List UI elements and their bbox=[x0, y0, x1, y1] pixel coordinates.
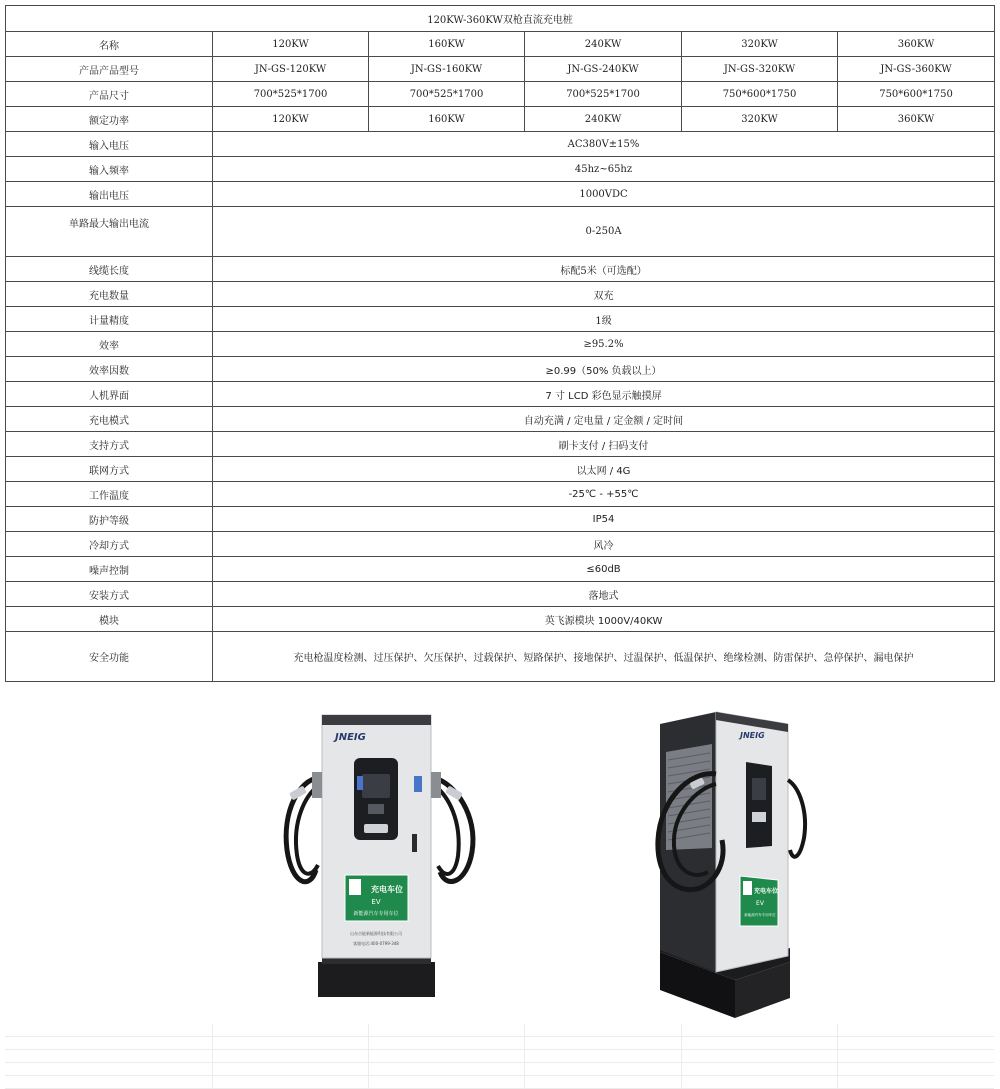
model-cell: JN-GS-360KW bbox=[838, 57, 995, 82]
row-label: 计量精度 bbox=[6, 307, 213, 332]
empty-grid-row bbox=[5, 1076, 994, 1089]
row-label: 输出电压 bbox=[6, 182, 213, 207]
spec-row bbox=[6, 282, 995, 307]
spec-row bbox=[6, 457, 995, 482]
spec-table bbox=[5, 5, 995, 682]
model-row bbox=[6, 57, 995, 82]
spec-value: 刷卡支付 / 扫码支付 bbox=[213, 432, 995, 457]
parking-sign-front bbox=[345, 875, 408, 921]
row-label: 模块 bbox=[6, 607, 213, 632]
spec-value: 落地式 bbox=[213, 582, 995, 607]
spec-value: AC380V±15% bbox=[213, 132, 995, 157]
row-label: 产品产品型号 bbox=[6, 57, 213, 82]
model-cell: JN-GS-160KW bbox=[369, 57, 525, 82]
charger-illustration bbox=[0, 700, 1000, 1020]
spec-row bbox=[6, 532, 995, 557]
spec-value: ≥95.2% bbox=[213, 332, 995, 357]
table-title: 120KW-360KW双枪直流充电桩 bbox=[6, 6, 995, 32]
row-label: 安全功能 bbox=[6, 632, 213, 682]
model-cell: 750*600*1750 bbox=[682, 82, 838, 107]
empty-grid-row bbox=[5, 1024, 994, 1037]
model-cell: 750*600*1750 bbox=[838, 82, 995, 107]
model-cell: 320KW bbox=[682, 32, 838, 57]
model-cell: 700*525*1700 bbox=[213, 82, 369, 107]
row-label: 效率 bbox=[6, 332, 213, 357]
model-cell: 700*525*1700 bbox=[525, 82, 682, 107]
model-rows bbox=[6, 32, 995, 132]
spec-value: 45hz~65hz bbox=[213, 157, 995, 182]
model-row bbox=[6, 107, 995, 132]
model-cell: 240KW bbox=[525, 107, 682, 132]
spec-row bbox=[6, 432, 995, 457]
row-label: 充电模式 bbox=[6, 407, 213, 432]
spec-value: 标配5米（可选配） bbox=[213, 257, 995, 282]
spec-value: 1000VDC bbox=[213, 182, 995, 207]
spec-value: 自动充满 / 定电量 / 定金额 / 定时间 bbox=[213, 407, 995, 432]
model-cell: JN-GS-320KW bbox=[682, 57, 838, 82]
spec-value: 双充 bbox=[213, 282, 995, 307]
spec-value: 以太网 / 4G bbox=[213, 457, 995, 482]
spec-row bbox=[6, 307, 995, 332]
spec-row bbox=[6, 382, 995, 407]
spec-row bbox=[6, 157, 995, 182]
model-cell: 120KW bbox=[213, 107, 369, 132]
row-label: 噪声控制 bbox=[6, 557, 213, 582]
sign-title: 充电车位 bbox=[371, 885, 403, 894]
sign-ev-angled: EV bbox=[756, 900, 764, 907]
spec-value: 风冷 bbox=[213, 532, 995, 557]
parking-sign-angled bbox=[740, 876, 778, 926]
spec-value: -25℃ - +55℃ bbox=[213, 482, 995, 507]
model-cell: 160KW bbox=[369, 32, 525, 57]
model-cell: 120KW bbox=[213, 32, 369, 57]
empty-grid-row bbox=[5, 1050, 994, 1063]
charger-angled-view bbox=[658, 712, 805, 1018]
empty-spreadsheet-rows bbox=[5, 1024, 994, 1089]
model-cell: 360KW bbox=[838, 32, 995, 57]
spec-value: 英飞源模块 1000V/40KW bbox=[213, 607, 995, 632]
row-label: 输入频率 bbox=[6, 157, 213, 182]
spec-row bbox=[6, 257, 995, 282]
product-photos bbox=[0, 700, 1000, 1020]
sign-subtitle-angled: 新能源汽车专用车位 bbox=[744, 913, 776, 917]
row-label: 工作温度 bbox=[6, 482, 213, 507]
spec-value: 1级 bbox=[213, 307, 995, 332]
spec-row bbox=[6, 357, 995, 382]
row-label: 充电数量 bbox=[6, 282, 213, 307]
table-title-row bbox=[6, 6, 995, 32]
spec-row bbox=[6, 582, 995, 607]
brand-logo-angled: JNEIG bbox=[740, 731, 765, 740]
model-cell: 240KW bbox=[525, 32, 682, 57]
row-label: 额定功率 bbox=[6, 107, 213, 132]
row-label: 防护等级 bbox=[6, 507, 213, 532]
model-cell: 160KW bbox=[369, 107, 525, 132]
row-label: 产品尺寸 bbox=[6, 82, 213, 107]
row-label: 效率因数 bbox=[6, 357, 213, 382]
spec-row bbox=[6, 557, 995, 582]
spec-value: ≥0.99（50% 负载以上） bbox=[213, 357, 995, 382]
row-label: 名称 bbox=[6, 32, 213, 57]
spec-row bbox=[6, 332, 995, 357]
empty-grid-row bbox=[5, 1037, 994, 1050]
spec-value: 0-250A bbox=[213, 207, 995, 257]
model-row bbox=[6, 32, 995, 57]
spec-value: IP54 bbox=[213, 507, 995, 532]
spec-row bbox=[6, 207, 995, 257]
charger-front-view bbox=[286, 715, 473, 997]
spec-value: 7 寸 LCD 彩色显示触摸屏 bbox=[213, 382, 995, 407]
row-label: 冷却方式 bbox=[6, 532, 213, 557]
row-label: 安装方式 bbox=[6, 582, 213, 607]
sign-subtitle: 新能源汽车专用车位 bbox=[353, 911, 399, 917]
model-cell: JN-GS-240KW bbox=[525, 57, 682, 82]
model-cell: 360KW bbox=[838, 107, 995, 132]
spec-row bbox=[6, 132, 995, 157]
row-label: 线缆长度 bbox=[6, 257, 213, 282]
spec-row bbox=[6, 482, 995, 507]
spec-row bbox=[6, 182, 995, 207]
row-label: 人机界面 bbox=[6, 382, 213, 407]
spec-row bbox=[6, 407, 995, 432]
row-label: 支持方式 bbox=[6, 432, 213, 457]
spec-value: ≤60dB bbox=[213, 557, 995, 582]
empty-grid-row bbox=[5, 1063, 994, 1076]
spec-value: 充电枪温度检测、过压保护、欠压保护、过载保护、短路保护、接地保护、过温保护、低温保护、绝缘检测、防雷保护、急停保护、漏电保护 bbox=[213, 632, 995, 682]
row-label: 联网方式 bbox=[6, 457, 213, 482]
row-label: 输入电压 bbox=[6, 132, 213, 157]
service-phone-front: 客服电话:400-0799-348 bbox=[353, 941, 399, 946]
sign-title-angled: 充电车位 bbox=[753, 888, 779, 895]
spec-row bbox=[6, 607, 995, 632]
model-cell: 700*525*1700 bbox=[369, 82, 525, 107]
brand-logo: JNEIG bbox=[335, 732, 366, 743]
model-cell: 320KW bbox=[682, 107, 838, 132]
model-cell: JN-GS-120KW bbox=[213, 57, 369, 82]
spec-row bbox=[6, 632, 995, 682]
spec-row bbox=[6, 507, 995, 532]
spec-rows bbox=[6, 132, 995, 682]
company-name-front: 山东吉能新能源科技有限公司 bbox=[350, 931, 402, 936]
row-label: 单路最大输出电流 bbox=[6, 207, 213, 257]
model-row bbox=[6, 82, 995, 107]
sign-ev: EV bbox=[371, 898, 381, 906]
